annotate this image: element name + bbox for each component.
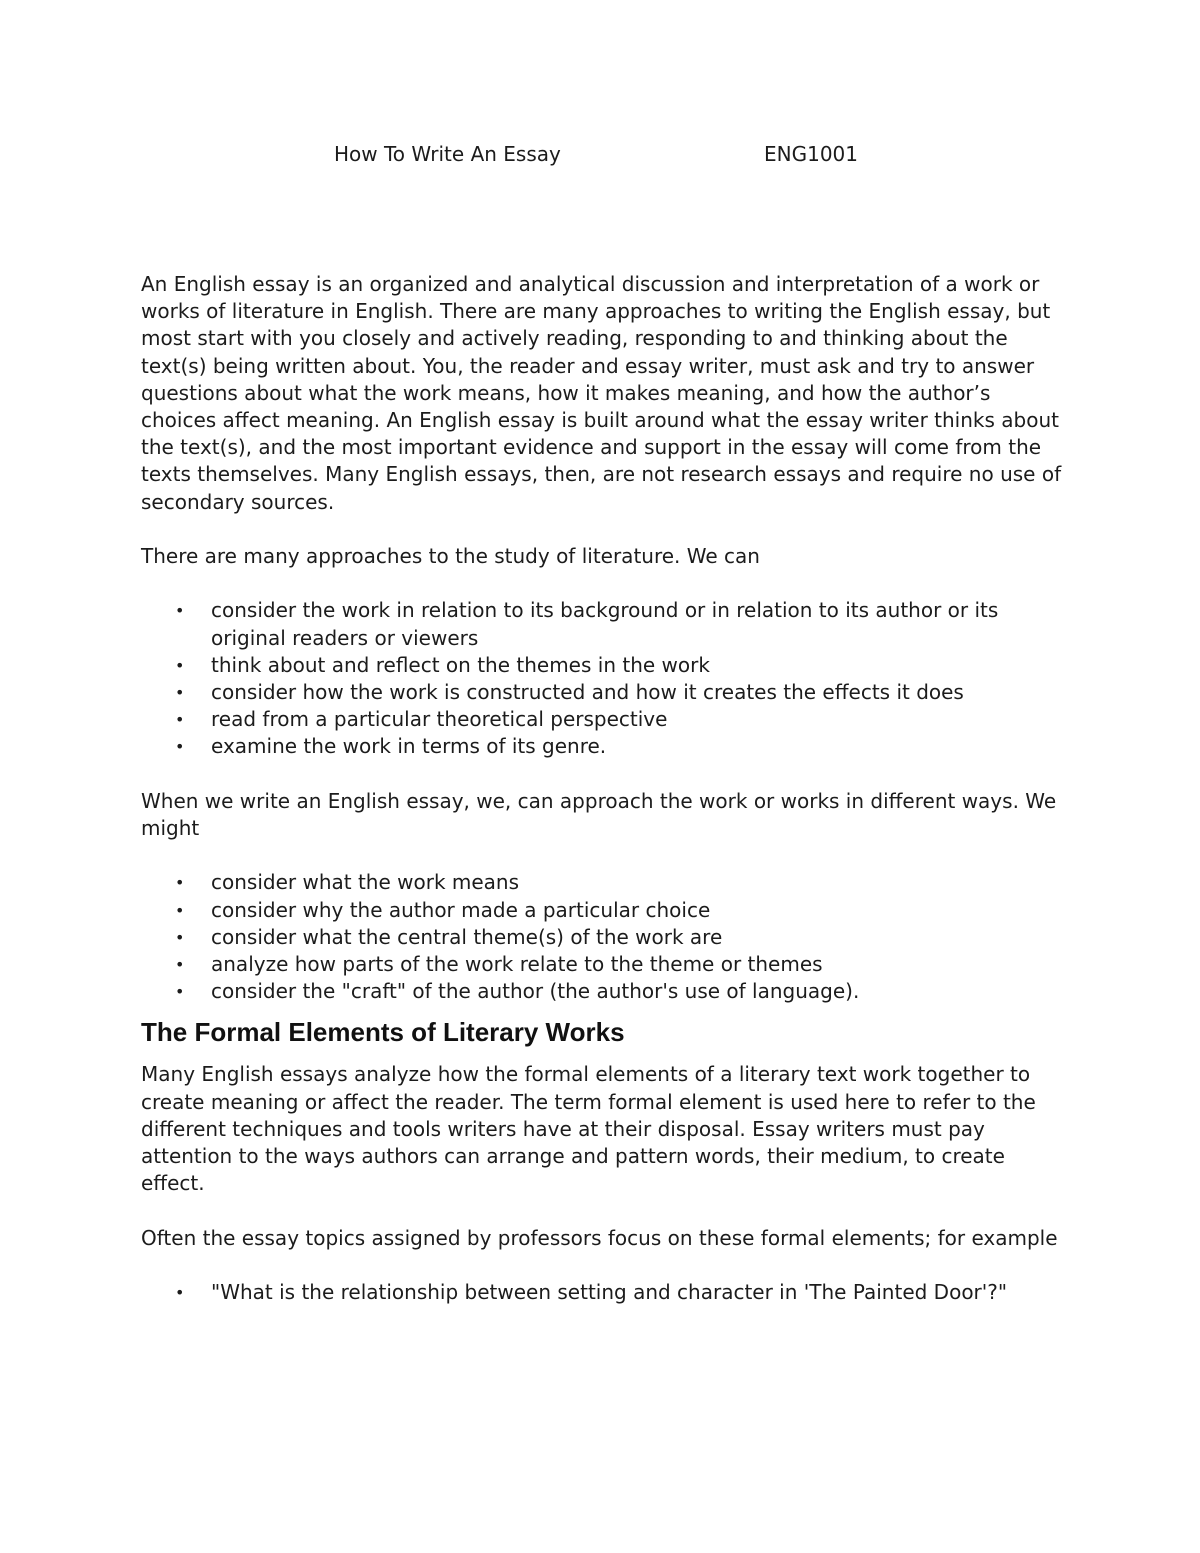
list-item-text: "What is the relationship between setting and character in 'The Painted Door'?" bbox=[211, 1280, 1008, 1305]
list-item bbox=[141, 978, 1071, 1005]
document-body bbox=[141, 271, 1071, 1306]
list-item bbox=[141, 924, 1071, 951]
bullet-icon: • bbox=[175, 655, 185, 675]
list-item-text: consider why the author made a particular choice bbox=[211, 897, 711, 922]
list-item-text: examine the work in terms of its genre. bbox=[211, 734, 607, 759]
bullet-icon: • bbox=[175, 710, 185, 730]
list-item bbox=[141, 951, 1071, 978]
document-header bbox=[0, 141, 1200, 171]
list-item bbox=[141, 706, 1071, 733]
bullet-icon: • bbox=[175, 982, 185, 1002]
approaches-lead: There are many approaches to the study of literature. We can bbox=[141, 544, 760, 569]
bullet-icon: • bbox=[175, 1283, 185, 1303]
approaches-list bbox=[141, 597, 1071, 760]
bullet-icon: • bbox=[175, 683, 185, 703]
formal-elements-paragraph: Many English essays analyze how the formal elements of a literary text work together to create meaning or affect the reader. The term formal element is used here to refer to the different techniques and tools writers have at their disposal. Essay writers must pay attention to the ways authors can arrange and pattern words, their medium, to create effect. bbox=[141, 1062, 1036, 1196]
bullet-icon: • bbox=[175, 900, 185, 920]
list-item-text: consider how the work is constructed and how it creates the effects it does bbox=[211, 680, 964, 705]
topics-lead: Often the essay topics assigned by professors focus on these formal elements; for example bbox=[141, 1225, 1058, 1250]
list-item-text: analyze how parts of the work relate to the theme or themes bbox=[211, 952, 823, 977]
intro-paragraph: An English essay is an organized and analytical discussion and interpretation of a work or works of literature in English. There are many approaches to writing the English essay, but most start with you closely and actively reading, responding to and thinking about the text(s) being written about. You, the reader and essay writer, must ask and try to answer questions about what the work means, how it makes meaning, and how the author’s choices affect meaning. An English essay is built around what the essay writer thinks about the text(s), and the most important evidence and support in the essay will come from the texts themselves. Many English essays, then, are not research essays and require no use of secondary sources. bbox=[141, 272, 1062, 514]
list-item bbox=[141, 733, 1071, 760]
bullet-icon: • bbox=[175, 927, 185, 947]
paragraph-spacer bbox=[141, 1252, 1071, 1279]
bullet-icon: • bbox=[175, 737, 185, 757]
examples-list bbox=[141, 1279, 1071, 1306]
list-item-text: consider what the work means bbox=[211, 870, 520, 895]
course-code: ENG1001 bbox=[764, 142, 858, 166]
document-title: How To Write An Essay bbox=[334, 142, 561, 166]
paragraph-spacer bbox=[141, 842, 1071, 869]
list-item bbox=[141, 597, 1071, 651]
paragraph-spacer bbox=[141, 761, 1071, 788]
bullet-icon: • bbox=[175, 955, 185, 975]
list-item-text: read from a particular theoretical perspective bbox=[211, 707, 668, 732]
writing-list bbox=[141, 869, 1071, 1005]
section-heading: The Formal Elements of Literary Works bbox=[141, 1017, 625, 1048]
list-item bbox=[141, 897, 1071, 924]
bullet-icon: • bbox=[175, 601, 185, 621]
writing-lead: When we write an English essay, we, can approach the work or works in different ways. We might bbox=[141, 788, 1057, 841]
list-item bbox=[141, 652, 1071, 679]
list-item bbox=[141, 869, 1071, 896]
paragraph-spacer bbox=[141, 516, 1071, 543]
list-item-text: consider the "craft" of the author (the author's use of language). bbox=[211, 979, 860, 1004]
paragraph-spacer bbox=[141, 1197, 1071, 1224]
paragraph-spacer bbox=[141, 570, 1071, 597]
list-item-text: consider what the central theme(s) of the work are bbox=[211, 924, 723, 949]
list-item bbox=[141, 679, 1071, 706]
list-item bbox=[141, 1279, 1071, 1306]
bullet-icon: • bbox=[175, 873, 185, 893]
list-item-text: consider the work in relation to its background or in relation to its author or its original readers or viewers bbox=[211, 598, 999, 650]
list-item-text: think about and reflect on the themes in the work bbox=[211, 652, 710, 677]
